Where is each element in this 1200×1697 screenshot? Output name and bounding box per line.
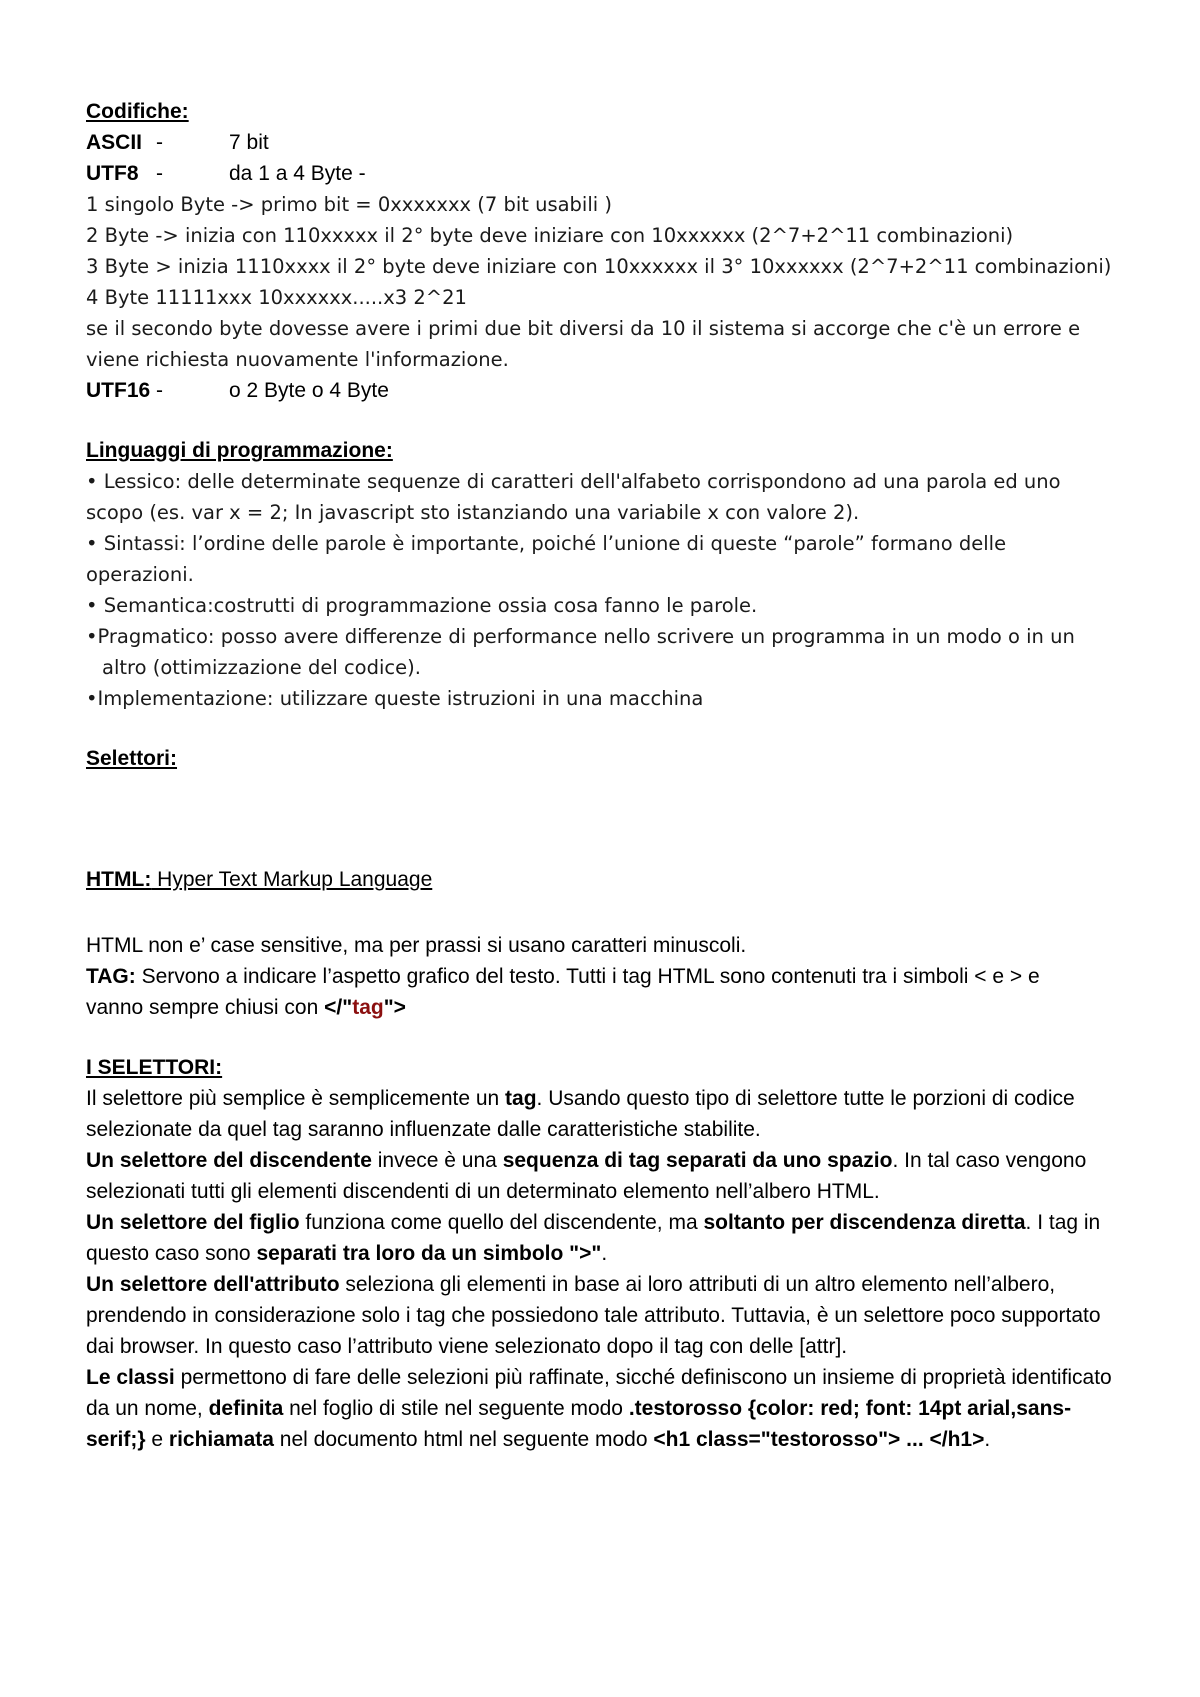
bold-run: separati tra loro da un simbolo ">" <box>256 1242 602 1265</box>
bold-run: Un selettore del figlio <box>86 1211 300 1234</box>
text-run: . Usando questo tipo di selettore tutte le porzioni di codice selezionate da quel tag saranno influenzate dalle caratteristiche stabilite. <box>86 1087 1075 1141</box>
encoding-name: ASCII <box>86 131 143 154</box>
spacer <box>86 1023 1126 1052</box>
bold-run: Un selettore dell'attributo <box>86 1273 340 1296</box>
paragraph-attribute-selector <box>86 1269 1126 1362</box>
paragraph-descendant-selector <box>86 1145 1126 1207</box>
text-run: funziona come quello del discendente, ma <box>299 1211 704 1234</box>
bullet-line: • Semantica:costrutti di programmazione ossia cosa fanno le parole. <box>86 594 758 617</box>
paragraph-class-selector <box>86 1362 1126 1455</box>
bullet-line: •Pragmatico: posso avere differenze di performance nello scrivere un programma in un modo o in un <box>86 625 1075 648</box>
text-run: nel foglio di stile nel seguente modo <box>283 1397 629 1420</box>
spacer <box>86 774 1126 864</box>
text-line: 4 Byte 11111xxx 10xxxxxx.....x3 2^21 <box>86 286 467 309</box>
heading-linguaggi: Linguaggi di programmazione: <box>86 439 393 462</box>
bullet-line: • Sintassi: l’ordine delle parole è importante, poiché l’unione di queste “parole” formano delle <box>86 532 1007 555</box>
bold-run: Un selettore del discendente <box>86 1149 372 1172</box>
text-run: Il selettore più semplice è semplicemente un <box>86 1087 506 1110</box>
text-line: 3 Byte > inizia 1110xxxx il 2° byte deve iniziare con 10xxxxxx il 3° 10xxxxxx (2^7+2^11 combinazioni) <box>86 255 1112 278</box>
encoding-row-ascii <box>86 127 1126 158</box>
encoding-row-utf16 <box>86 375 1126 406</box>
bold-run: sequenza di tag separati da uno spazio <box>502 1149 893 1172</box>
encoding-value: da 1 a 4 Byte - <box>229 162 366 185</box>
document-page <box>86 96 1126 1455</box>
bullet-line: • Lessico: delle determinate sequenze di caratteri dell'alfabeto corrispondono ad una parola ed uno <box>86 470 1061 493</box>
text-run: permettono di fare delle selezioni più raffinate, sicché definiscono un insieme di proprietà identificato da un nome, <box>86 1366 1112 1420</box>
text-line: HTML non e’ case sensitive, ma per prassi si usano caratteri minuscoli. <box>86 934 747 957</box>
encoding-name: UTF16 <box>86 379 151 402</box>
text-line: 1 singolo Byte -> primo bit = 0xxxxxxx (7 bit usabili ) <box>86 193 612 216</box>
heading-selettori: Selettori: <box>86 747 178 770</box>
encoding-dash: - <box>156 379 163 402</box>
paragraph-child-selector <box>86 1207 1126 1269</box>
encoding-name: UTF8 <box>86 162 139 185</box>
bold-run: richiamata <box>168 1428 274 1451</box>
bold-run: tag <box>505 1087 537 1110</box>
tag-close-open: </" <box>324 996 353 1019</box>
encoding-dash: - <box>156 162 163 185</box>
encoding-row-utf8 <box>86 158 1126 189</box>
spacer <box>86 714 1126 743</box>
bullet-line: operazioni. <box>86 563 194 586</box>
tag-close-word: tag <box>352 996 384 1019</box>
text-run: nel documento html nel seguente modo <box>273 1428 654 1451</box>
text-line: se il secondo byte dovesse avere i primi due bit diversi da 10 il sistema si accorge che c'è un errore e <box>86 317 1081 340</box>
bold-run: soltanto per discendenza diretta <box>703 1211 1026 1234</box>
heading-html-bold: HTML: <box>86 868 152 891</box>
text-run: invece è una <box>371 1149 503 1172</box>
text-run: . I tag in questo caso sono <box>86 1211 1101 1265</box>
bullet-line: scopo (es. var x = 2; In javascript sto istanziando una variabile x con valore 2). <box>86 501 860 524</box>
text-run: . <box>601 1242 608 1265</box>
tag-text: vanno sempre chiusi con <box>86 996 325 1019</box>
encoding-value: 7 bit <box>229 131 269 154</box>
tag-line-2 <box>86 992 1126 1023</box>
encoding-dash: - <box>156 131 163 154</box>
tag-label: TAG: <box>86 965 136 988</box>
spacer <box>86 406 1126 435</box>
heading-html <box>86 864 1126 895</box>
text-line: viene richiesta nuovamente l'informazione. <box>86 348 509 371</box>
text-run: seleziona gli elementi in base ai loro attributi di un altro elemento nell’albero, prendendo in considerazione solo i tag che possiedono tale attributo. Tuttavia, è un selettore poco supportato dai browser. In questo caso l’attributo viene selezionato dopo il tag con delle [attr]. <box>86 1273 1101 1358</box>
heading-codifiche: Codifiche: <box>86 100 189 123</box>
text-run: e <box>145 1428 169 1451</box>
text-run: . In tal caso vengono selezionati tutti gli elementi discendenti di un determinato elemento nell’albero HTML. <box>86 1149 1087 1203</box>
heading-html-rest: Hyper Text Markup Language <box>151 868 433 891</box>
bold-run: <h1 class="testorosso"> ... </h1> <box>653 1428 985 1451</box>
heading-i-selettori: I SELETTORI: <box>86 1056 223 1079</box>
paragraph-tag-selector <box>86 1083 1126 1145</box>
encoding-value: o 2 Byte o 4 Byte <box>229 379 389 402</box>
tag-text: Servono a indicare l’aspetto grafico del testo. Tutti i tag HTML sono contenuti tra i simboli < e > e <box>135 965 1040 988</box>
bullet-line: altro (ottimizzazione del codice). <box>102 656 421 679</box>
bold-run: .testorosso {color: red; font: 14pt arial,sans-serif;} <box>86 1397 1072 1451</box>
text-run: . <box>984 1428 991 1451</box>
bold-run: Le classi <box>86 1366 175 1389</box>
spacer <box>86 895 1126 930</box>
tag-close-end: "> <box>383 996 406 1019</box>
text-line: 2 Byte -> inizia con 110xxxxx il 2° byte deve iniziare con 10xxxxxx (2^7+2^11 combinazioni) <box>86 224 1014 247</box>
tag-line <box>86 961 1126 992</box>
bold-run: definita <box>208 1397 284 1420</box>
bullet-line: •Implementazione: utilizzare queste istruzioni in una macchina <box>86 687 704 710</box>
